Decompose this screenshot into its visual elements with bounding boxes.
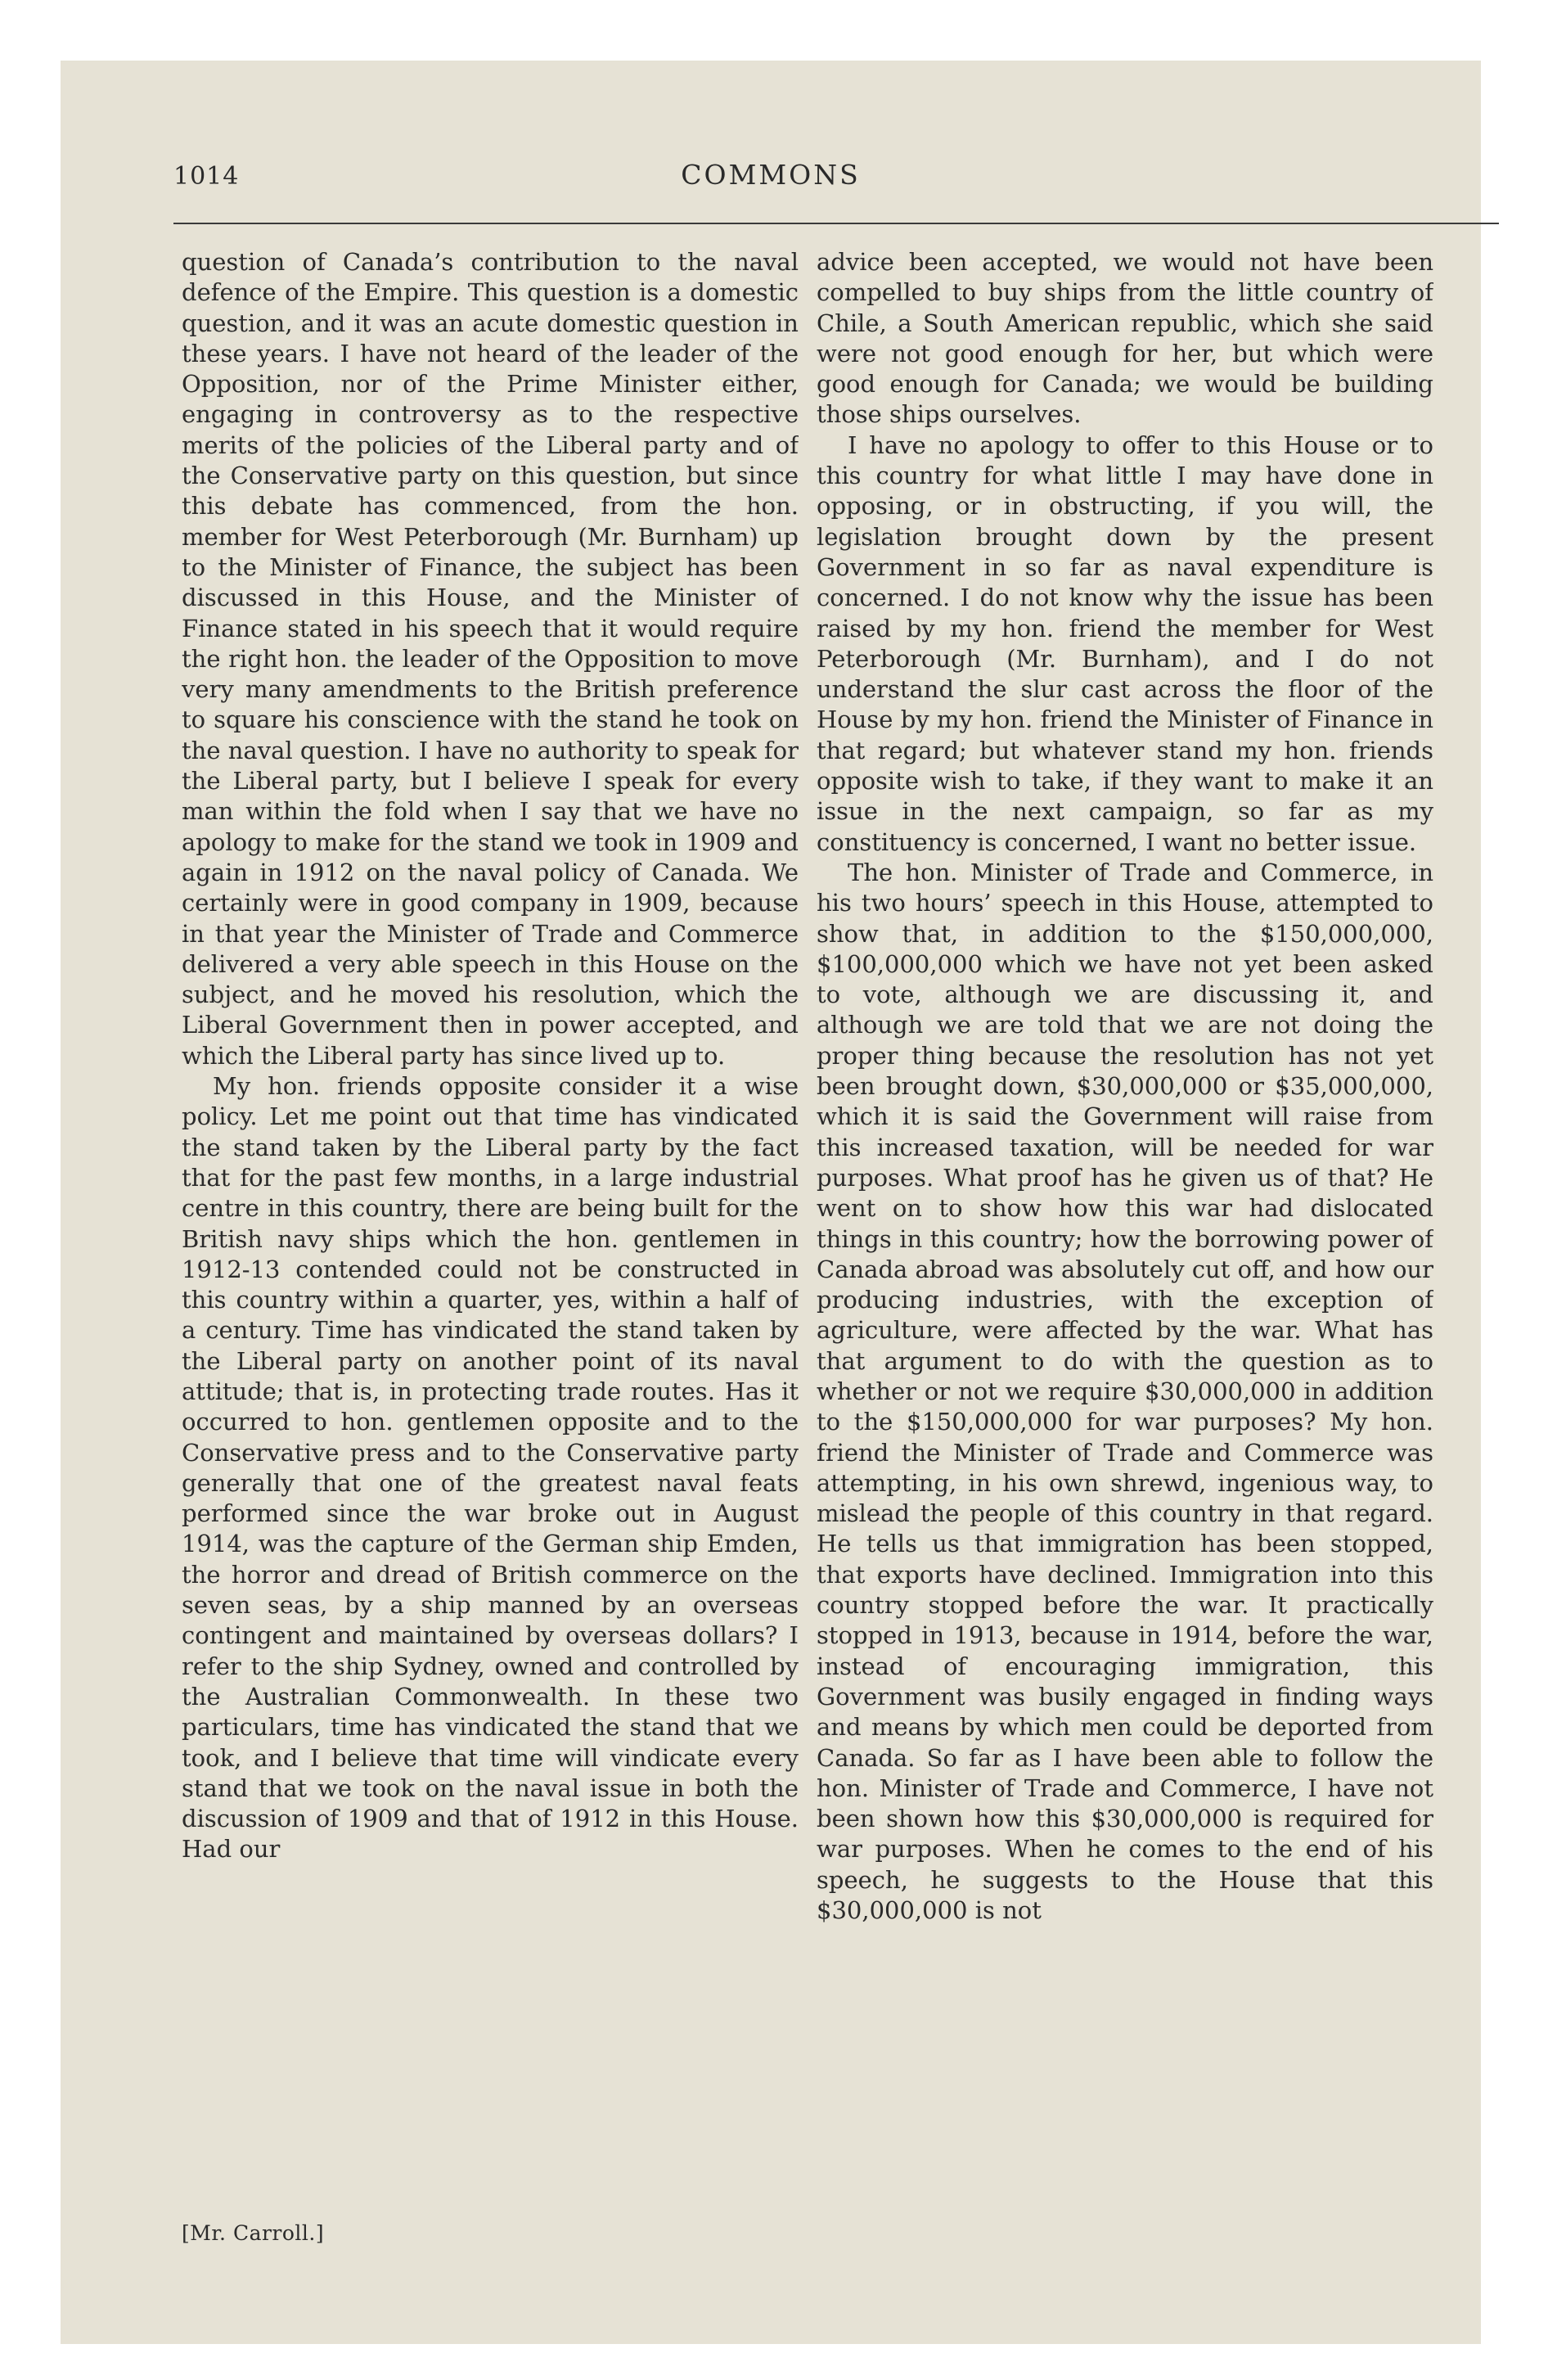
paragraph: question of Canada’s contribution to the naval defence of the Empire. This question is a domestic question, and it was an acute domestic question in these years. I have not heard of the leader of the Opposition, nor of the Prime Minister either, engaging in controversy as to the respective merits of the policies of the Liberal party and of the Conservative party on this question, but since this debate has commenced, from the hon. member for West Peterborough (Mr. Burnham) up to the Minister of Finance, the subject has been discussed in this House, and the Minister of Finance stated in his speech that it would require the right hon. the leader of the Opposition to move very many amendments to the British preference to square his conscience with the stand he took on the naval question. I have no authority to speak for the Liberal party, but I believe I speak for every man within the fold when I say that we have no apology to make for the stand we took in 1909 and again in 1912 on the naval policy of Canada. We certainly were in good company in 1909, because in that year the Minister of Trade and Commerce delivered a very able speech in this House on the subject, and he moved his resolution, which the Liberal Government then in power accepted, and which the Liberal party has since lived up to. [182, 248, 799, 1070]
left-column [182, 247, 799, 2220]
right-column [817, 247, 1433, 2220]
paragraph: I have no apology to offer to this House or to this country for what little I may have done in opposing, or in obstructing, if you will, the legislation brought down by the present Government in so far as naval expenditure is concerned. I do not know why the issue has been raised by my hon. friend the member for West Peterborough (Mr. Burnham), and I do not understand the slur cast across the floor of the House by my hon. friend the Minister of Finance in that regard; but whatever stand my hon. friends opposite wish to take, if they want to make it an issue in the next campaign, so far as my constituency is concerned, I want no better issue. [817, 430, 1433, 856]
header-rule [173, 223, 1499, 224]
page-number: 1014 [173, 162, 240, 191]
running-title: COMMONS [681, 159, 861, 191]
speaker-footer: [Mr. Carroll.] [182, 2221, 325, 2245]
paragraph: advice been accepted, we would not have been compelled to buy ships from the little country of Chile, a South American republic, which she said were not good enough for her, but which were good enough for Canada; we would be building those ships ourselves. [817, 248, 1433, 429]
paragraph: My hon. friends opposite consider it a wise policy. Let me point out that time has vindicated the stand taken by the Liberal party by the fact that for the past few months, in a large industrial centre in this country, there are being built for the British navy ships which the hon. gentlemen in 1912-13 contended could not be constructed in this country within a quarter, yes, within a half of a century. Time has vindicated the stand taken by the Liberal party on another point of its naval attitude; that is, in protecting trade routes. Has it occurred to hon. gentlemen opposite and to the Conservative press and to the Conservative party generally that one of the greatest naval feats performed since the war broke out in August 1914, was the capture of the German ship Emden, the horror and dread of British commerce on the seven seas, by a ship manned by an overseas contingent and maintained by overseas dollars? I refer to the ship Sydney, owned and controlled by the Australian Commonwealth. In these two particulars, time has vindicated the stand that we took, and I believe that time will vindicate every stand that we took on the naval issue in both the discussion of 1909 and that of 1912 in this House. Had our [182, 1072, 799, 1864]
page [61, 61, 1481, 2344]
paragraph: The hon. Minister of Trade and Commerce, in his two hours’ speech in this House, attempted to show that, in addition to the $150,000,000, $100,000,000 which we have not yet been asked to vote, although we are discussing it, and although we are told that we are not doing the proper thing because the resolution has not yet been brought down, $30,000,000 or $35,000,000, which it is said the Government will raise from this increased taxation, will be needed for war purposes. What proof has he given us of that? He went on to show how this war had dislocated things in this country; how the borrowing power of Canada abroad was absolutely cut off, and how our producing industries, with the exception of agriculture, were affected by the war. What has that argument to do with the question as to whether or not we require $30,000,000 in addition to the $150,000,000 for war purposes? My hon. friend the Minister of Trade and Commerce was attempting, in his own shrewd, ingenious way, to mislead the people of this country in that regard. He tells us that immigration has been stopped, that exports have declined. Immigration into this country stopped before the war. It practically stopped in 1913, because in 1914, before the war, instead of encouraging immigration, this Government was busily engaged in finding ways and means by which men could be deported from Canada. So far as I have been able to follow the hon. Minister of Trade and Commerce, I have not been shown how this $30,000,000 is required for war purposes. When he comes to the end of his speech, he suggests to the House that this $30,000,000 is not [817, 858, 1433, 1925]
